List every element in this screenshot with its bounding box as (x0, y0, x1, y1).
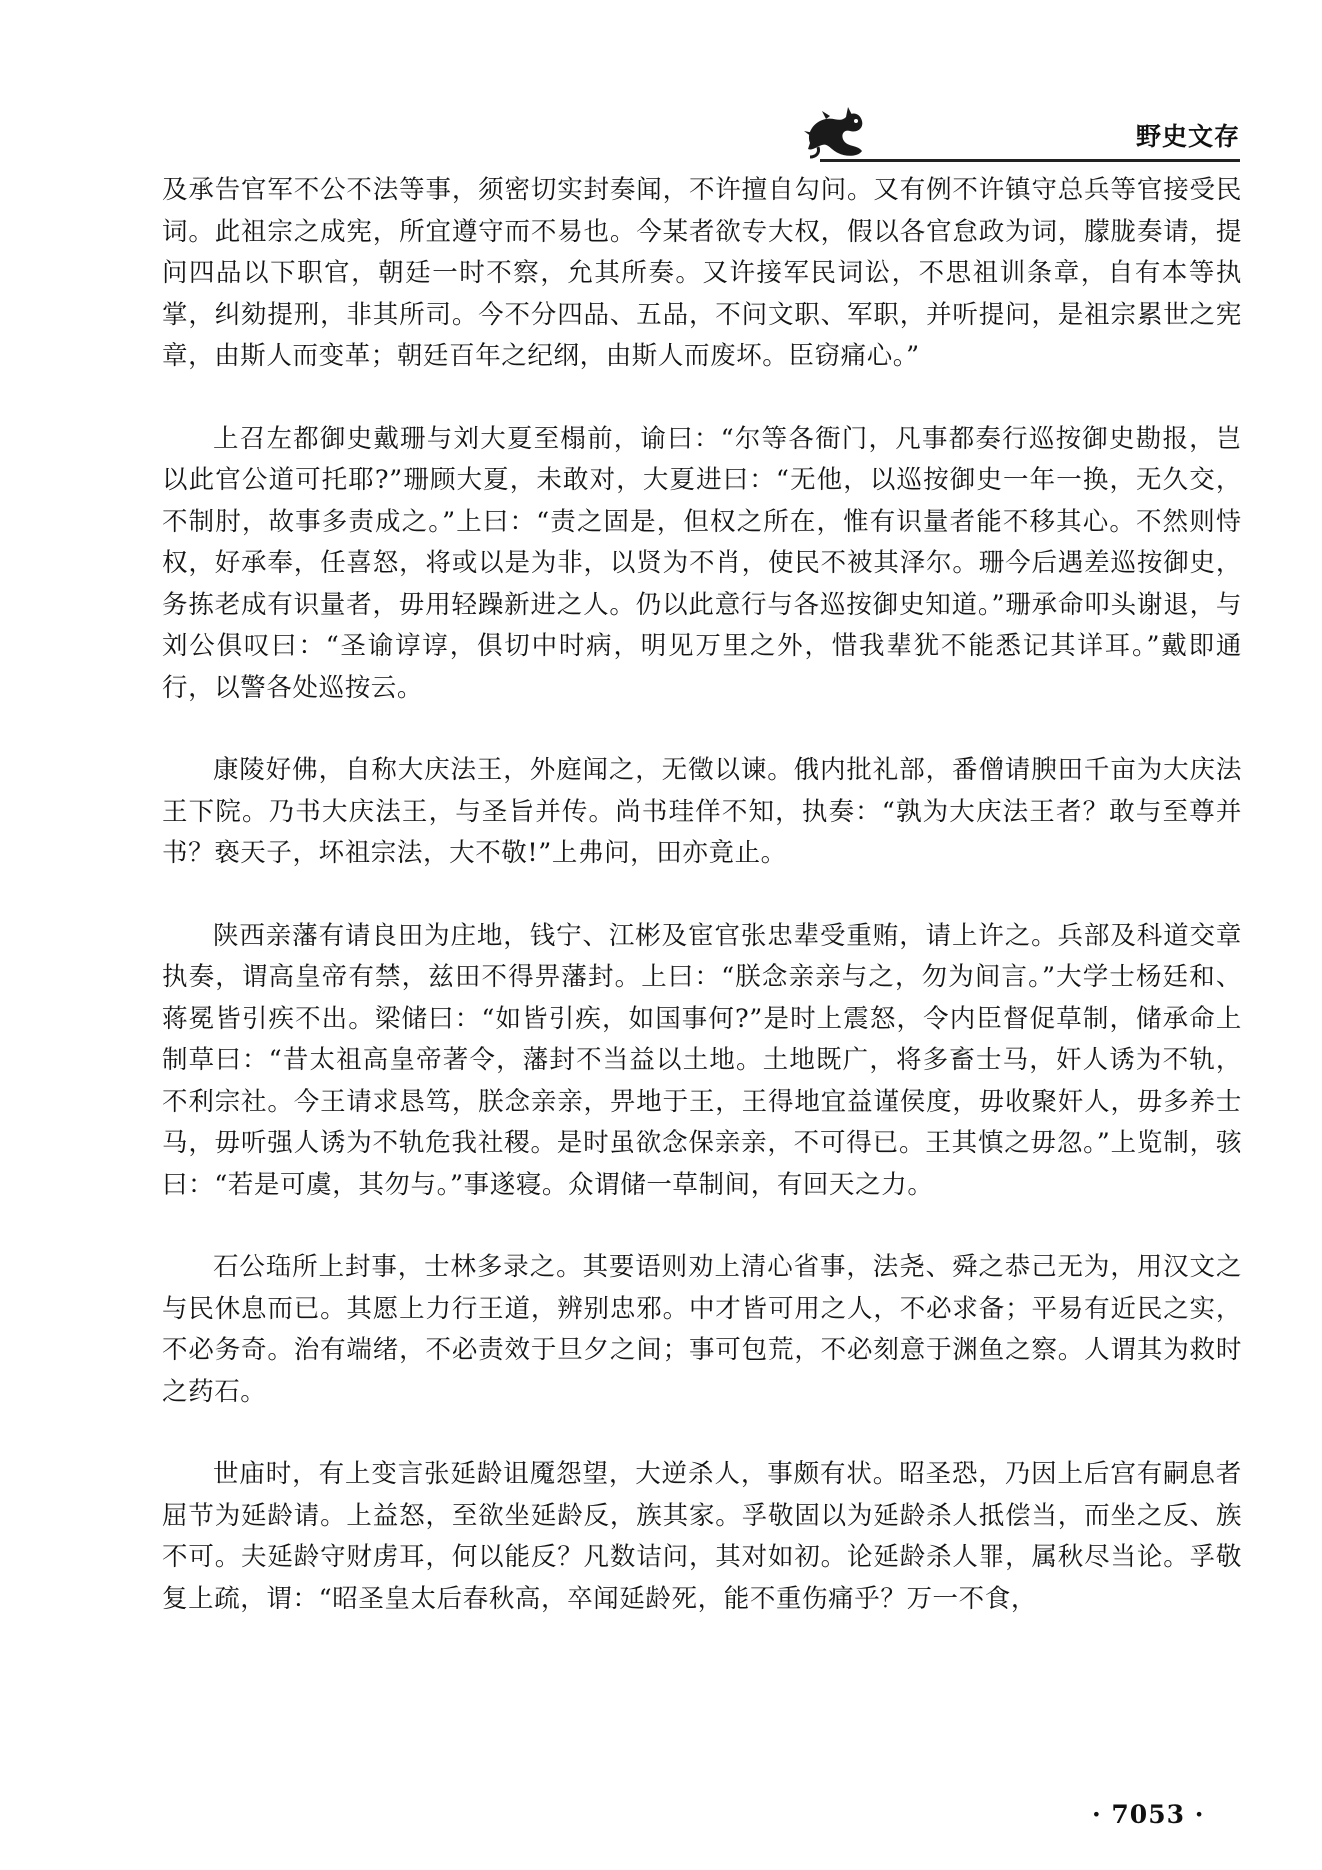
book-title: 野史文存 (1135, 122, 1240, 151)
paragraph-2: 上召左都御史戴珊与刘大夏至榻前，谕曰：“尔等各衙门，凡事都奏行巡按御史勘报，岂以此官公道可托耶?”珊顾大夏，未敢对，大夏进曰：“无他，以巡按御史一年一换，无久交，不制肘，故事多责成之。”上曰：“责之固是，但权之所在，惟有识量者能不移其心。不然则恃权，好承奉，任喜怒，将或以是为非，以贤为不肖，使民不被其泽尔。珊今后遇差巡按御史，务拣老成有识量者，毋用轻躁新进之人。仍以此意行与各巡按御史知道。”珊承命叩头谢退，与刘公俱叹曰：“圣谕谆谆，俱切中时病，明见万里之外，惜我辈犹不能悉记其详耳。”戴即通行，以警各处巡按云。 (162, 423, 1242, 703)
paragraph-6: 世庙时，有上变言张延龄诅魇怨望，大逆杀人，事颇有状。昭圣恐，乃因上后宫有嗣息者屈节为延龄请。上益怒，至欲坐延龄反，族其家。孚敬固以为延龄杀人抵偿当，而坐之反、族不可。夫延龄守财虏耳，何以能反？凡数诘问，其对如初。论延龄杀人罪，属秋尽当论。孚敬复上疏，谓：“昭圣皇太后春秋高，卒闻延龄死，能不重伤痛乎？万一不食， (162, 1459, 1242, 1614)
paragraph-3: 康陵好佛，自称大庆法王，外庭闻之，无徵以谏。俄内批礼部，番僧请腴田千亩为大庆法王下院。乃书大庆法王，与圣旨并传。尚书珪佯不知，执奏：“孰为大庆法王者？敢与至尊并书？亵天子，坏祖宗法，大不敬!”上弗问，田亦竟止。 (162, 755, 1242, 868)
page-number: · 7053 · (1092, 1800, 1205, 1829)
header-rule (820, 159, 1240, 162)
running-header (780, 95, 1240, 165)
paragraph-4: 陕西亲藩有请良田为庄地，钱宁、江彬及宦官张忠辈受重贿，请上许之。兵部及科道交章执奏，谓高皇帝有禁，兹田不得畀藩封。上曰：“朕念亲亲与之，勿为间言。”大学士杨廷和、蒋冕皆引疾不出。梁储曰：“如皆引疾，如国事何?”是时上震怒，令内臣督促草制，储承命上制草曰：“昔太祖高皇帝著令，藩封不当益以土地。土地既广，将多畜士马，奸人诱为不轨，不利宗社。今王请求恳笃，朕念亲亲，畀地于王，王得地宜益谨侯度，毋收聚奸人，毋多养士马，毋听强人诱为不轨危我社稷。是时虽欲念保亲亲，不可得已。王其慎之毋忽。”上览制，骇曰：“若是可虞，其勿与。”事遂寝。众谓储一草制间，有回天之力。 (162, 920, 1242, 1200)
paragraph-5: 石公珤所上封事，士林多录之。其要语则劝上清心省事，法尧、舜之恭己无为，用汉文之与民休息而已。其愿上力行王道，辨别忠邪。中才皆可用之人，不必求备；平易有近民之实，不必务奇。治有端绪，不必责效于旦夕之间；事可包荒，不必刻意于渊鱼之察。人谓其为救时之药石。 (162, 1252, 1242, 1407)
paragraph-1: 及承告官军不公不法等事，须密切实封奏闻，不许擅自勾问。又有例不许镇守总兵等官接受民词。此祖宗之成宪，所宜遵守而不易也。今某者欲专大权，假以各官怠政为词，朦胧奏请，提问四品以下职官，朝廷一时不察，允其所奏。又许接军民词讼，不思祖训条章，自有本等执掌，纠劾提刑，非其所司。今不分四品、五品，不问文职、军职，并听提问，是祖宗累世之宪章，由斯人而变革；朝廷百年之纪纲，由斯人而废坏。臣窃痛心。” (162, 175, 1242, 371)
dragon-icon (800, 103, 870, 161)
page-body (162, 170, 1242, 1661)
